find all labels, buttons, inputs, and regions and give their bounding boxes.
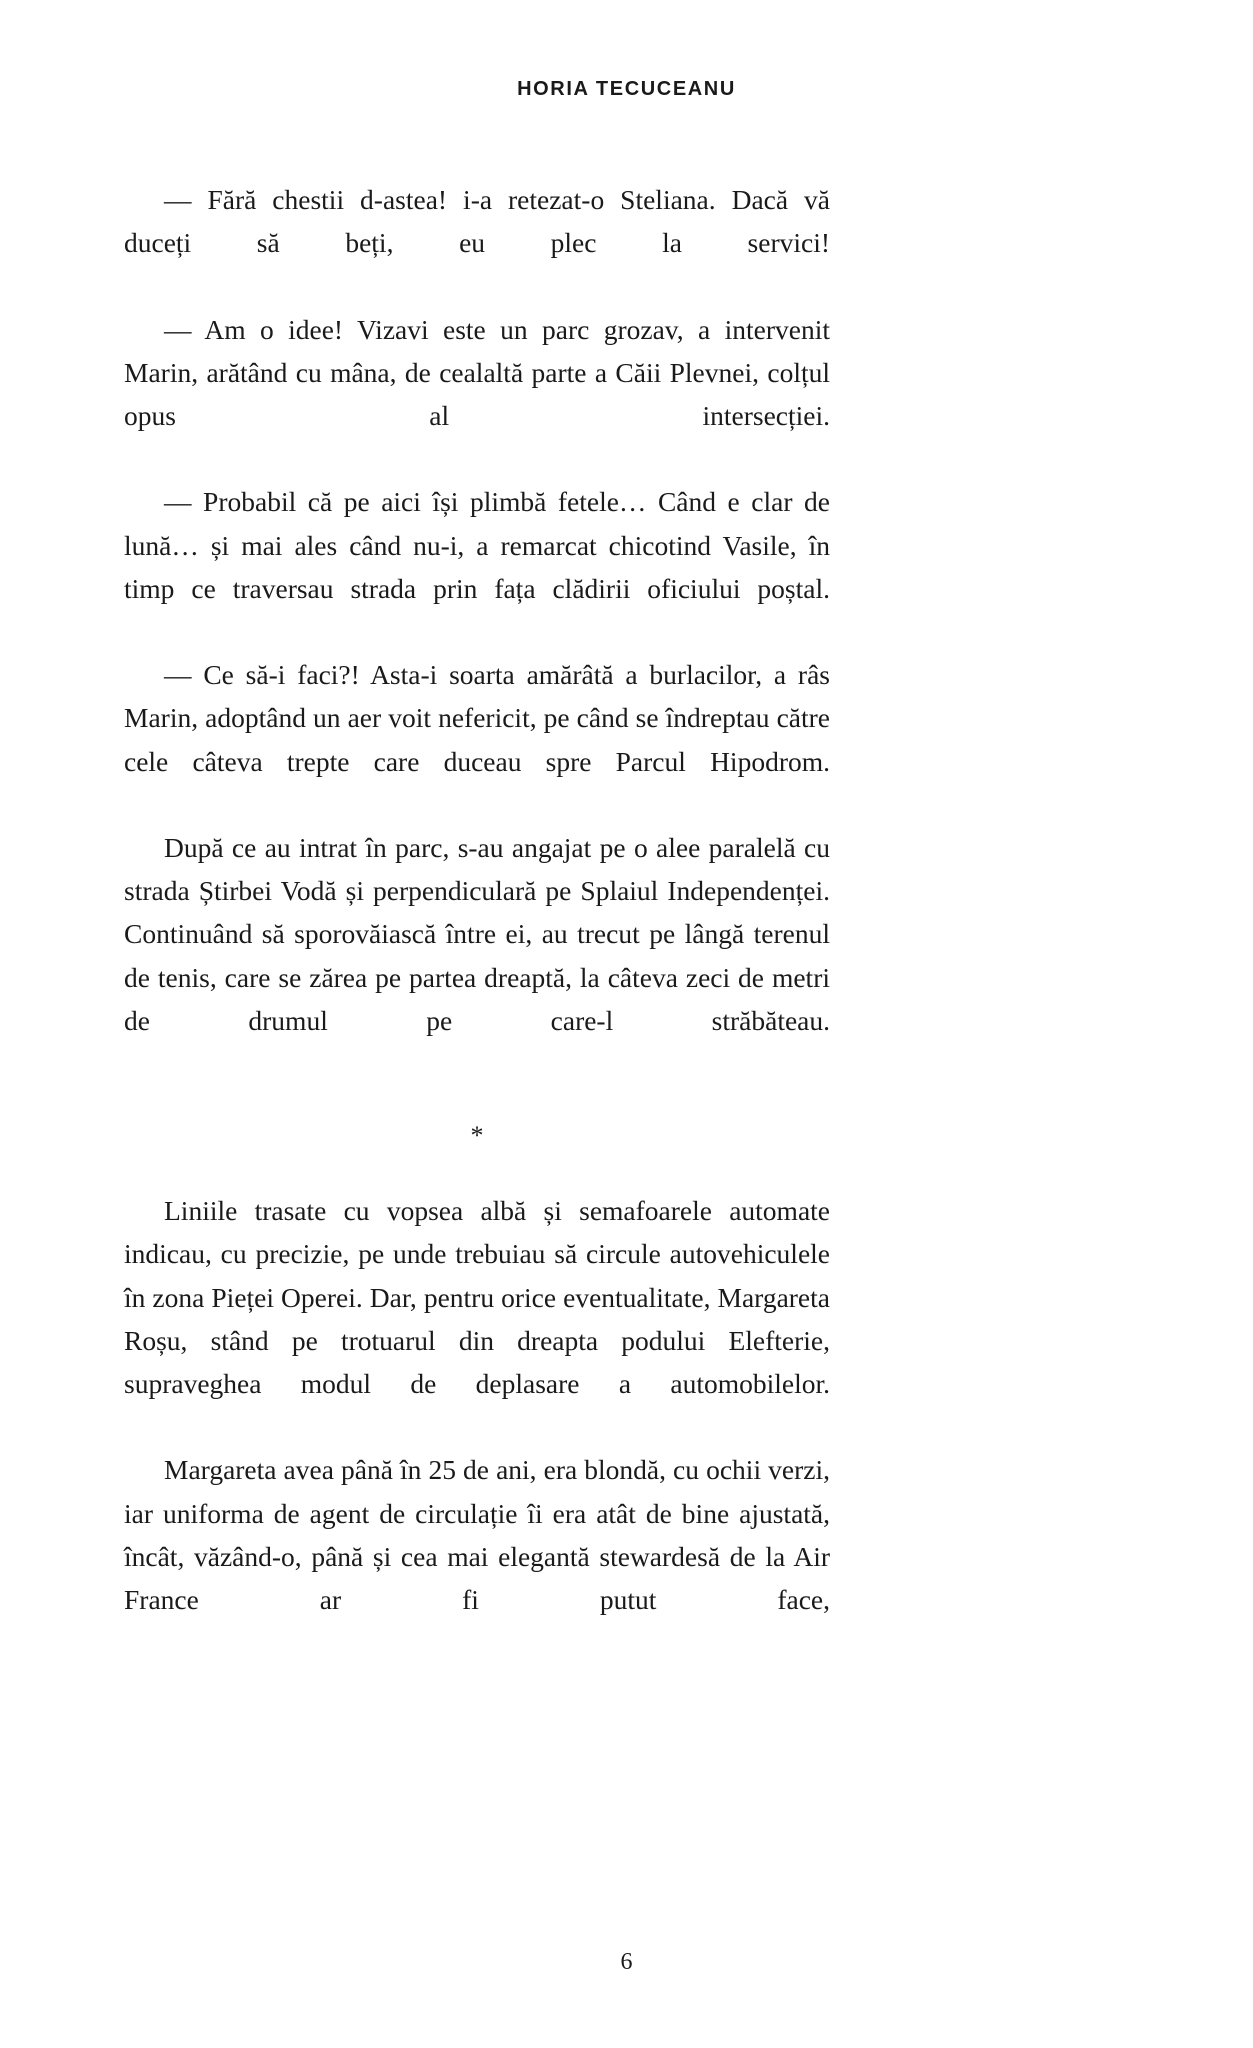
paragraph: — Probabil că pe aici își plimbă fetele… Când e clar de lună… și mai ales când nu-i, a remarcat chicotind Vasile, în timp ce traversau strada prin fața clădirii oficiului poștal. (124, 486, 830, 604)
page-number: 6 (620, 1949, 633, 1975)
paragraph: Liniile trasate cu vopsea albă și semafoarele automate indicau, cu precizie, pe unde trebuiau să circule autovehiculele în zona Pieței Operei. Dar, pentru orice eventualitate, Margareta Roșu, stând pe trotuarul din dreapta podului Elefterie, supraveghea modul de deplasare a automobilelor. (124, 1195, 830, 1400)
paragraph: După ce au intrat în parc, s-au angajat pe o alee paralelă cu strada Știrbei Vodă și perpendiculară pe Splaiul Independenței. Continuând să sporovăiască între ei, au trecut pe lângă terenul de tenis, care se zărea pe partea dreaptă, la câteva zeci de metri de drumul pe care-l străbăteau. (124, 832, 830, 1036)
paragraph: — Ce să-i faci?! Asta-i soarta amărâtă a burlacilor, a râs Marin, adoptând un aer voit nefericit, pe când se îndreptau către cele câteva trepte care duceau spre Parcul Hipodrom. (124, 659, 830, 777)
paragraph: Margareta avea până în 25 de ani, era blondă, cu ochii verzi, iar uniforma de agent de circulație îi era atât de bine ajustată, încât, văzând-o, până și cea mai elegantă stewardesă de la Air France ar fi putut face, (124, 1454, 830, 1616)
paragraph: — Fără chestii d-astea! i-a retezat-o Steliana. Dacă vă duceți să beți, eu plec la servici! (124, 184, 830, 259)
body-text-block (124, 178, 830, 1665)
paragraph: — Am o idee! Vizavi este un parc grozav, a intervenit Marin, arătând cu mâna, de cealaltă parte a Căii Plevnei, colțul opus al intersecției. (124, 313, 830, 432)
section-break-asterisk: * (470, 1121, 484, 1151)
running-header-title: HORIA TECUCEANU (517, 78, 736, 100)
